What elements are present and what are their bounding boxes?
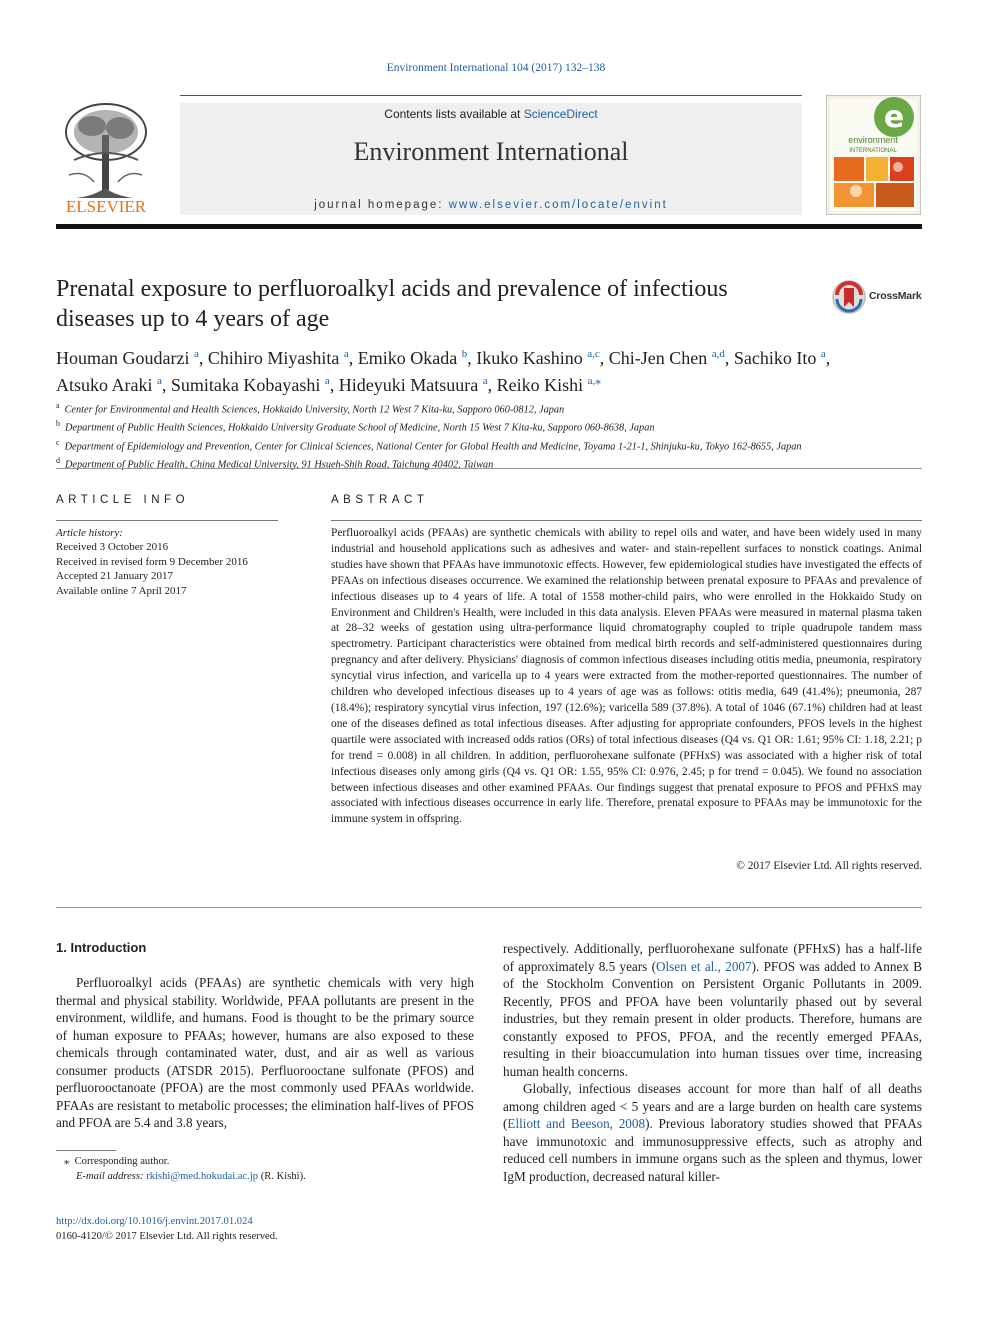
author-affil-marker[interactable]: a (482, 375, 488, 387)
affiliation-item: $^a$ Center for Environmental and Health Sciences, Hokkaido University, North 12 West 7 Kita-ku, Sapporo 060-0812, Japan (56, 401, 565, 416)
history-entry: Available online 7 April 2017 (56, 584, 187, 597)
section-divider (56, 907, 922, 908)
author-affil-marker[interactable]: a (343, 348, 349, 360)
section-divider (56, 468, 922, 469)
affiliation-item: $^b$ Department of Public Health Sciences, Hokkaido University Graduate School of Medicine, North 15 West 7 Kita-ku, Sapporo 060-8638, Japan (56, 419, 655, 434)
affiliation-list (56, 399, 922, 473)
journal-title: Environment International (353, 137, 629, 166)
abstract-text: Perfluoroalkyl acids (PFAAs) are synthetic chemicals with ability to repel oils and water, and have been widely used in many industrial and household applications such as adhesives and water- and stain-repellent surfaces to nonstick coatings. Animal studies have shown that PFAAs have immunotoxic effects. However, few epidemiological studies have investigated the effects of PFAAs on infectious diseases occurrence. We examined the relationship between prenatal exposure to PFAAs and prevalence of infectious diseases up to 4 years of life. A total of 1558 mother-child pairs, who were enrolled in the Hokkaido Study on Environment and Children's Health, were included in this data analysis. Eleven PFAAs were measured in maternal plasma taken at 28–32 weeks of gestation using ultra-performance liquid chromatography coupled to triple quadrupole tandem mass spectrometry. Participant characteristics were obtained from medical birth records and self-administered questionnaires during pregnancy and after delivery. Physicians' diagnosis of common infectious diseases including otitis media, pneumonia, respiratory syncytial virus infection, and varicella up to 4 years were extracted from the mother-reported questionnaires. The number of children who developed infectious diseases up to 4 years of age was as follows: otitis media, 649 (41.4%); pneumonia, 287 (18.4%); respiratory syncytial virus infection, 197 (12.6%); varicella 589 (37.8%). A total of 1046 (67.1%) children had at least one of the diseases defined as total infectious diseases. After adjusting for appropriate confounders, PFOS levels in the highest quartile were associated with increased odds ratios (ORs) of total infectious diseases (Q4 vs. Q1 OR: 1.61; 95% CI: 1.18, 2.21; p for trend = 0.008) in all children. In addition, perfluorohexane sulfonate (PFHxS) was associated with a higher risk of total infectious diseases only among girls (Q4 vs. Q1 OR: 1.55, 95% CI: 0.976, 2.45; p for trend = 0.045). We found no association between infectious diseases and other examined PFAAs. Our findings suggest that prenatal exposure to PFOS and PFHxS may associated with infectious diseases occurrence in early life. Therefore, prenatal exposure to PFAAs may be immunotoxic for the immune system in offspring. (331, 527, 922, 826)
homepage-link[interactable]: www.elsevier.com/locate/envint (448, 199, 668, 211)
author-affil-marker[interactable]: a (820, 348, 826, 360)
author-affil-marker[interactable]: a,c (587, 348, 600, 360)
journal-citation[interactable]: Environment International 104 (2017) 132–138 (386, 62, 606, 74)
author-name[interactable]: Emiko Okada (357, 348, 458, 368)
corresponding-author-footnote: ⁎ Corresponding author. E-mail address: rkishi@med.hokudai.ac.jp (R. Kishi). (64, 1156, 306, 1182)
author-affil-marker[interactable]: a (157, 375, 162, 387)
header-thick-rule (56, 224, 922, 229)
body-paragraph: Perfluoroalkyl acids (PFAAs) are synthetic chemicals with very high thermal and physical stability. Worldwide, PFAA pollutants are present in the environment, wildlife, and humans. Food is thought to be the primary source of human exposure to PFAAs; however, humans are also exposed to these chemicals through contaminated water, dust, and air as well as various consumer products (ATSDR 2015). Perfluorooctane sulfonate (PFOS) and perfluorooctanoate (PFOA) are the most commonly used PFAAs worldwide. PFAAs are resistant to metabolic processes; the elimination half-lives of PFOS and PFOA are 5.4 and 3.8 years, (56, 975, 474, 1130)
body-paragraph: respectively. Additionally, perfluorohexane sulfonate (PFHxS) has a half-life of approximately 8.5 years (Olsen et al., 2007). PFOS was added to Annex B of the Stockholm Convention on Persistent Organic Pollutants in 2009. Recently, PFOS and PFOA have been voluntarily phased out by several industries, but they remain present in older products. Therefore, humans are constantly exposed to PFOS, PFOA, and the recently emerged PFAAs, resulting in their bioaccumulation into human tissues over time, increasing human health concerns. (503, 941, 922, 1079)
author-name[interactable]: Sumitaka Kobayashi (170, 375, 321, 395)
sciencedirect-link[interactable]: ScienceDirect (523, 107, 598, 121)
issn-line: 0160-4120/© 2017 Elsevier Ltd. All rights reserved. (56, 1230, 278, 1242)
svg-text:environment: environment (848, 135, 898, 145)
author-affil-marker[interactable]: b (461, 348, 468, 360)
history-entry: Accepted 21 January 2017 (56, 570, 173, 583)
body-paragraph: Globally, infectious diseases account for more than half of all deaths among children aged < 5 years and are a large burden on health care systems (Elliott and Beeson, 2008). Previous laboratory studies showed that PFAAs have immunotoxic and immunosuppressive effects, such as atrophy and reduced cell numbers in immune organs such as the spleen and thymus, lower IgM production, decreased natural killer- (503, 1081, 922, 1184)
header-top-rule (180, 95, 802, 96)
author-affil-marker[interactable]: a (324, 375, 330, 387)
crossmark-label: CrossMark (869, 290, 922, 302)
author-name[interactable]: Houman Goudarzi (56, 348, 190, 368)
article-history-label: Article history: (56, 527, 123, 539)
journal-cover-thumbnail[interactable] (826, 95, 921, 215)
journal-homepage (180, 199, 802, 211)
elsevier-tree-icon (66, 104, 146, 198)
article-info-rule (56, 520, 278, 521)
contents-prefix: Contents lists available at (384, 107, 524, 121)
body-column-right (503, 940, 922, 1185)
author-name[interactable]: Sachiko Ito (733, 348, 817, 368)
svg-text:INTERNATIONAL: INTERNATIONAL (849, 148, 897, 154)
author-name[interactable]: Atsuko Araki (56, 375, 153, 395)
elsevier-logo[interactable] (54, 100, 158, 216)
reference-link[interactable]: Olsen et al., 2007 (655, 958, 752, 974)
article-title: Prenatal exposure to perfluoroalkyl acids and prevalence of infectious diseases up to 4 years of age (56, 276, 728, 332)
svg-text:e: e (883, 100, 905, 135)
email-label: E-mail address: (76, 1170, 147, 1182)
body-column-left (56, 974, 474, 1132)
history-entry: Received in revised form 9 December 2016 (56, 555, 248, 568)
author-list: Houman Goudarzi $^a$, Chihiro Miyashita $^a$, Emiko Okada $^b$, Ikuko Kashino $^{a,c}$, Chi-Jen Chen $^{a,d}$, Sachiko Ito $^a$, Atsuko Araki $^a$, Sumitaka Kobayashi $^a$, Hideyuki Matsuura $^a$, Reiko Kishi $^{a,⁎}$ (56, 348, 831, 395)
author-email-link[interactable]: rkishi@med.hokudai.ac.jp (146, 1170, 259, 1182)
author-name[interactable]: Chi-Jen Chen (608, 348, 708, 368)
author-affil-marker[interactable]: a (193, 348, 199, 360)
affiliation-item: $^c$ Department of Epidemiology and Prevention, Center for Clinical Sciences, National Center for Global Health and Medicine, Toyama 1-21-1, Shinjuku-ku, Tokyo 162-8655, Japan (56, 437, 802, 453)
author-name[interactable]: Hideyuki Matsuura (338, 375, 479, 395)
contents-availability (180, 107, 802, 121)
reference-link[interactable]: Elliott and Beeson, 2008 (507, 1116, 646, 1131)
crossmark-badge[interactable] (831, 279, 941, 315)
abstract-copyright: © 2017 Elsevier Ltd. All rights reserved. (736, 860, 922, 872)
footnote-rule (56, 1150, 116, 1151)
author-name[interactable]: Reiko Kishi (496, 375, 584, 395)
author-affil-marker[interactable]: a,⁎ (587, 375, 601, 387)
crossmark-icon (831, 279, 867, 315)
article-history (56, 526, 286, 598)
introduction-heading: 1. Introduction (56, 940, 147, 955)
doi-block (56, 1215, 456, 1244)
corresponding-label: Corresponding author. (74, 1156, 170, 1167)
author-name[interactable]: Chihiro Miyashita (207, 348, 340, 368)
abstract-rule (331, 520, 922, 521)
article-info-heading: ARTICLE INFO (56, 494, 190, 506)
doi-link[interactable]: http://dx.doi.org/10.1016/j.envint.2017.01.024 (56, 1216, 253, 1227)
author-name[interactable]: Ikuko Kashino (476, 348, 583, 368)
elsevier-wordmark: ELSEVIER (65, 197, 147, 216)
homepage-prefix: journal homepage: (314, 199, 449, 211)
abstract-heading: ABSTRACT (331, 494, 429, 506)
affiliation-item: $^d$ Department of Public Health, China Medical University, 91 Hsueh-Shih Road, Taichung 40402, Taiwan (56, 456, 494, 471)
history-entry: Received 3 October 2016 (56, 541, 169, 554)
author-affil-marker[interactable]: a,d (711, 348, 725, 360)
